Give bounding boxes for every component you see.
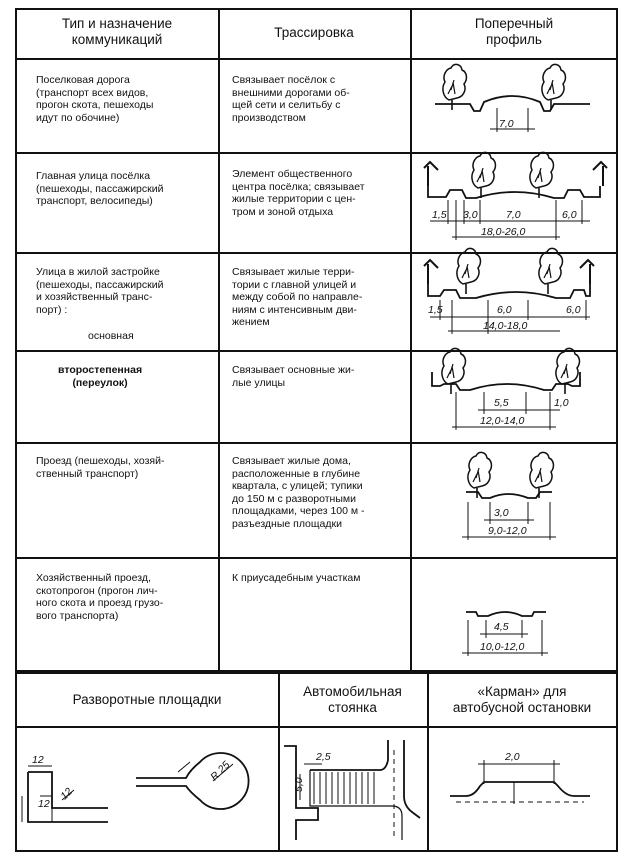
dim-parking-b: 5,0 <box>293 777 305 792</box>
header-turnaround: Разворотные площадки <box>72 692 222 707</box>
row6-routing: К приусадебным участкам <box>232 572 361 584</box>
row1-type: Поселковая дорога (транспорт всех видов, прогон скота, пешеходы идут по обочине) <box>36 74 154 124</box>
row3-routing: Связывает жилые терри- тории с главной улицей и между собой по направле- ниям с интенсивным дви- жением <box>232 266 363 329</box>
dim-row5-b: 9,0-12,0 <box>488 525 527 537</box>
header-profile: Поперечный профиль <box>474 16 554 47</box>
row4-routing: Связывает основные жи- лые улицы <box>232 364 355 389</box>
dim-row2-a: 1,5 <box>432 209 447 221</box>
dim-row3-a: 1,5 <box>428 304 443 316</box>
header-parking: Автомобильная стоянка <box>303 684 402 715</box>
dim-row6-a: 4,5 <box>494 621 509 633</box>
dim-turn-b: 12 <box>38 798 50 810</box>
dim-row4-a: 5,5 <box>494 397 509 409</box>
dim-row1-a: 7,0 <box>499 118 514 130</box>
turnaround-loop <box>136 753 249 809</box>
dim-row4-b: 1,0 <box>554 397 569 409</box>
dim-row5-a: 3,0 <box>494 507 509 519</box>
turnaround-l-shape <box>22 754 108 822</box>
row5-type: Проезд (пешеходы, хозяй- ственный транспорт) <box>36 455 165 480</box>
row1-routing: Связывает посёлок с внешними дорогами об- щей сети и селитьбу с производством <box>232 74 350 124</box>
dim-turn-r: R 25 <box>208 759 233 784</box>
row2-type: Главная улица посёлка (пешеходы, пассажирский транспорт, велосипеды) <box>36 170 164 208</box>
dim-parking-a: 2,5 <box>316 751 331 763</box>
dim-row6-b: 10,0-12,0 <box>480 641 525 653</box>
row3-subtype: основная <box>88 330 134 342</box>
dim-row4-c: 12,0-14,0 <box>480 415 525 427</box>
row5-routing: Связывает жилые дома, расположенные в глубине квартала, с улицей; тупики до 150 м с разворотными площадками, через 100 м - разъездные площадки <box>232 455 365 530</box>
dim-row2-c: 7,0 <box>506 209 521 221</box>
row2-routing: Элемент общественного центра посёлка; связывает жилые территории с цен- тром и зоной отдыха <box>232 168 365 218</box>
dim-row3-c: 6,0 <box>566 304 581 316</box>
bus-pocket-drawing <box>450 751 590 804</box>
dim-turn-a: 12 <box>32 754 44 766</box>
dim-turn-c: 12 <box>58 785 75 803</box>
row6-type: Хозяйственный проезд, скотопрогон (прогон лич- ного скота и проезд грузо- вого транспорта) <box>36 572 164 622</box>
row3-type: Улица в жилой застройке (пешеходы, пассажирский и хозяйственный транс- порт) : <box>36 266 164 316</box>
header-bus-pocket: «Карман» для автобусной остановки <box>452 684 592 715</box>
dim-row3-d: 14,0-18,0 <box>483 320 528 332</box>
dim-row2-d: 6,0 <box>562 209 577 221</box>
dim-karman-a: 2,0 <box>505 751 520 763</box>
dim-row3-b: 6,0 <box>497 304 512 316</box>
row4-type: второстепенная (переулок) <box>58 364 143 389</box>
header-type: Тип и назначение коммуникаций <box>61 16 173 47</box>
header-routing: Трассировка <box>274 25 354 40</box>
dim-row2-e: 18,0-26,0 <box>481 226 526 238</box>
dim-row2-b: 3,0 <box>463 209 478 221</box>
parking-drawing <box>284 740 420 840</box>
